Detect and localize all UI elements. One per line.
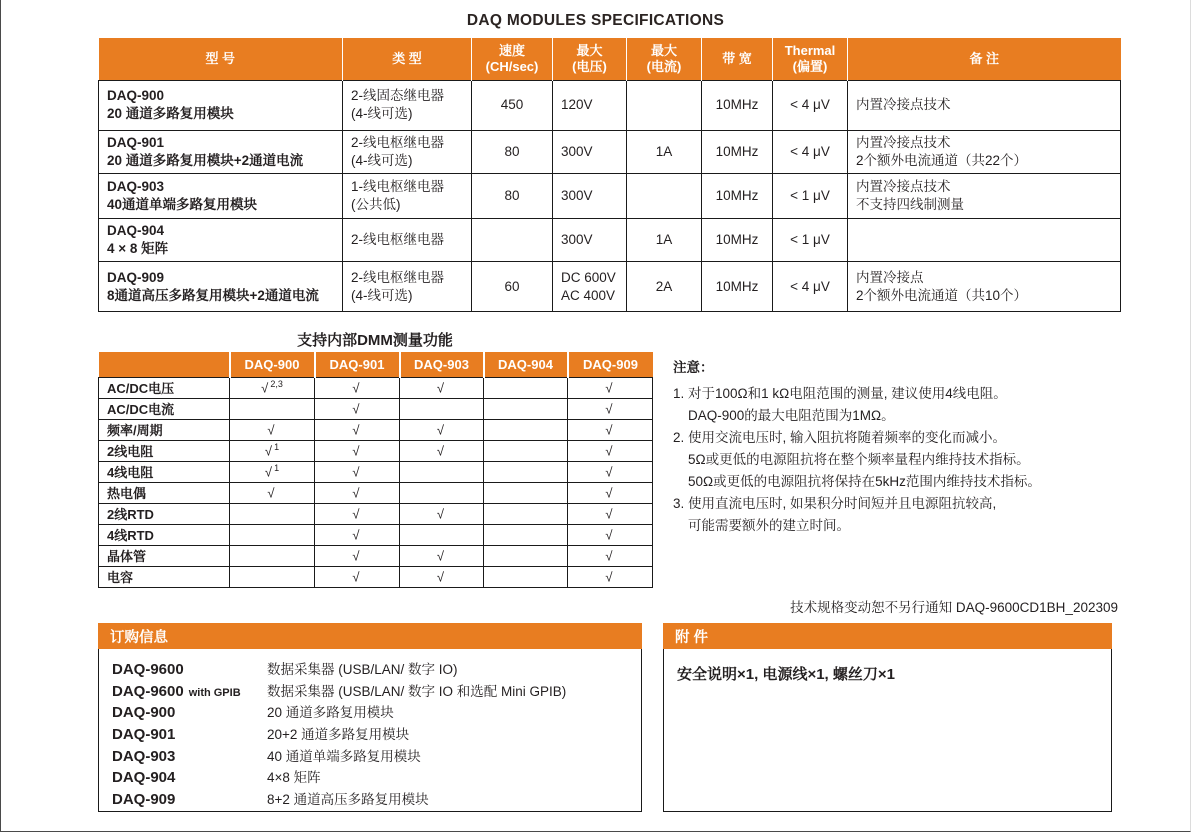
dmm-check-daq903 <box>400 461 484 482</box>
current-cell <box>627 80 702 130</box>
model-description: 40通道单端多路复用模块 <box>107 196 258 212</box>
spec-table-row <box>99 262 1121 312</box>
dmm-check-daq900: √ <box>230 482 315 503</box>
dmm-check-daq903: √ <box>400 503 484 524</box>
dmm-check-daq909: √ <box>568 503 653 524</box>
ordering-item <box>112 658 629 680</box>
ordering-model: DAQ-9600 <box>112 661 184 678</box>
dmm-check-daq901: √ <box>315 545 400 566</box>
thermal-cell: < 4 μV <box>773 130 848 173</box>
dmm-table-row <box>99 482 653 503</box>
dmm-table-row <box>99 377 653 398</box>
dmm-table-row <box>99 461 653 482</box>
remark-cell: 内置冷接点技术 <box>848 80 1121 130</box>
type-cell: 2-线电枢继电器 <box>343 218 472 261</box>
model-description: 20 通道多路复用模块+2通道电流 <box>107 152 304 168</box>
ordering-item <box>112 680 629 702</box>
dmm-check-daq901: √ <box>315 524 400 545</box>
dmm-table-row <box>99 566 653 587</box>
dmm-check-daq900: √ $^1$ <box>230 461 315 482</box>
dmm-col-daq909: DAQ-909 <box>568 352 653 377</box>
col-header-remark: 备 注 <box>848 38 1121 80</box>
spec-table <box>98 38 1121 312</box>
dmm-table <box>98 352 653 588</box>
dmm-check-daq904 <box>484 377 568 398</box>
model-name: DAQ-909 <box>107 269 165 285</box>
dmm-check-daq904 <box>484 419 568 440</box>
dmm-check-daq904 <box>484 461 568 482</box>
current-cell <box>627 173 702 218</box>
model-name: DAQ-901 <box>107 134 165 150</box>
dmm-check-daq900: √ $^{2,3}$ <box>230 377 315 398</box>
dmm-function-label: 晶体管 <box>99 545 230 566</box>
dmm-check-daq909: √ <box>568 482 653 503</box>
type-cell: 2-线固态继电器 (4-线可选) <box>343 80 472 130</box>
ordering-model-suffix: with GPIB <box>188 686 241 699</box>
ordering-description: 20 通道多路复用模块 <box>267 705 394 721</box>
model-description: 8通道高压多路复用模块+2通道电流 <box>107 287 319 303</box>
dmm-check-daq909: √ <box>568 377 653 398</box>
dmm-check-daq909: √ <box>568 461 653 482</box>
speed-cell: 450 <box>472 80 553 130</box>
bandwidth-cell: 10MHz <box>702 173 773 218</box>
accessories-header: 附 件 <box>663 623 1112 649</box>
speed-cell: 80 <box>472 130 553 173</box>
note-line: 5Ω或更低的电源阻抗将在整个频率量程内维持技术指标。 <box>673 452 1030 467</box>
ordering-info-box <box>98 623 642 812</box>
remark-cell: 内置冷接点技术 不支持四线制测量 <box>848 173 1121 218</box>
dmm-table-row <box>99 503 653 524</box>
ordering-item <box>112 788 629 810</box>
bandwidth-cell: 10MHz <box>702 80 773 130</box>
dmm-check-daq904 <box>484 545 568 566</box>
dmm-check-daq903 <box>400 398 484 419</box>
dmm-check-daq900 <box>230 566 315 587</box>
accessories-box <box>663 623 1112 812</box>
dmm-table-row <box>99 524 653 545</box>
ordering-model: DAQ-903 <box>112 747 176 765</box>
remark-cell: 内置冷接点 2个额外电流通道（共10个） <box>848 262 1121 312</box>
ordering-item <box>112 701 629 723</box>
dmm-check-daq900 <box>230 524 315 545</box>
dmm-check-daq901: √ <box>315 398 400 419</box>
current-cell: 1A <box>627 218 702 261</box>
speed-cell: 60 <box>472 262 553 312</box>
ordering-description: 8+2 通道高压多路复用模块 <box>267 792 429 808</box>
dmm-check-daq909: √ <box>568 440 653 461</box>
dmm-check-daq909: √ <box>568 566 653 587</box>
note-line: 3. 使用直流电压时, 如果积分时间短并且电源阻抗较高, <box>673 496 997 511</box>
dmm-check-daq901: √ <box>315 440 400 461</box>
bandwidth-cell: 10MHz <box>702 218 773 261</box>
ordering-item <box>112 766 629 788</box>
col-header-model: 型 号 <box>99 38 343 80</box>
remark-cell: 内置冷接点技术 2个额外电流通道（共22个） <box>848 130 1121 173</box>
dmm-check-daq909: √ <box>568 524 653 545</box>
page-title: DAQ MODULES SPECIFICATIONS <box>466 12 725 29</box>
col-header-speed: 速度 (CH/sec) <box>472 38 553 80</box>
dmm-function-label: AC/DC电压 <box>99 377 230 398</box>
dmm-table-row <box>99 398 653 419</box>
dmm-col-daq904: DAQ-904 <box>484 352 568 377</box>
model-cell <box>99 218 343 261</box>
thermal-cell: < 1 μV <box>773 173 848 218</box>
thermal-cell: < 4 μV <box>773 80 848 130</box>
ordering-model: DAQ-901 <box>112 726 176 744</box>
dmm-check-daq901: √ <box>315 566 400 587</box>
col-header-max-current: 最大 (电流) <box>627 38 702 80</box>
thermal-cell: < 4 μV <box>773 262 848 312</box>
voltage-cell: 300V <box>553 173 627 218</box>
dmm-check-daq904 <box>484 440 568 461</box>
dmm-table-row <box>99 440 653 461</box>
spec-table-row <box>99 130 1121 173</box>
dmm-check-daq901: √ <box>315 419 400 440</box>
model-description: 20 通道多路复用模块 <box>107 106 234 121</box>
current-cell: 2A <box>627 262 702 312</box>
ordering-model: DAQ-909 <box>112 791 176 809</box>
model-name: DAQ-904 <box>107 222 165 238</box>
type-cell: 2-线电枢继电器 (4-线可选) <box>343 262 472 312</box>
dmm-check-daq900: √ <box>230 419 315 440</box>
note-line: 50Ω或更低的电源阻抗将保持在5kHz范围内维持技术指标。 <box>673 474 1041 489</box>
spec-change-disclaimer: 技术规格变动恕不另行通知 DAQ-9600CD1BH_202309 <box>790 600 1118 615</box>
remark-cell <box>848 218 1121 261</box>
dmm-check-daq901: √ <box>315 461 400 482</box>
dmm-check-daq903: √ <box>400 419 484 440</box>
dmm-check-daq903 <box>400 524 484 545</box>
note-line: 可能需要额外的建立时间。 <box>673 518 851 533</box>
ordering-item <box>112 745 629 767</box>
ordering-description: 数据采集器 (USB/LAN/ 数字 IO 和选配 Mini GPIB) <box>267 683 567 699</box>
dmm-function-label: 电容 <box>99 566 230 587</box>
dmm-table-header-row <box>99 352 653 377</box>
type-cell: 1-线电枢继电器 (公共低) <box>343 173 472 218</box>
ordering-item <box>112 723 629 745</box>
dmm-check-daq904 <box>484 524 568 545</box>
dmm-check-daq903 <box>400 482 484 503</box>
dmm-table-row <box>99 545 653 566</box>
dmm-check-daq900 <box>230 398 315 419</box>
dmm-function-label: AC/DC电流 <box>99 398 230 419</box>
model-cell <box>99 80 343 130</box>
speed-cell: 80 <box>472 173 553 218</box>
bandwidth-cell: 10MHz <box>702 262 773 312</box>
spec-table-row <box>99 80 1121 130</box>
note-line: 2. 使用交流电压时, 输入阻抗将随着频率的变化而减小。 <box>673 430 1007 445</box>
dmm-function-label: 热电偶 <box>99 482 230 503</box>
thermal-cell: < 1 μV <box>773 218 848 261</box>
speed-cell <box>472 218 553 261</box>
ordering-info-header: 订购信息 <box>98 623 642 649</box>
current-cell: 1A <box>627 130 702 173</box>
notes-section <box>673 356 1143 537</box>
dmm-function-label: 频率/周期 <box>99 419 230 440</box>
dmm-check-daq903: √ <box>400 566 484 587</box>
dmm-col-daq900: DAQ-900 <box>230 352 315 377</box>
dmm-check-daq904 <box>484 398 568 419</box>
dmm-check-daq901: √ <box>315 503 400 524</box>
dmm-check-daq903: √ <box>400 377 484 398</box>
ordering-model: DAQ-9600 with GPIB <box>112 682 241 700</box>
col-header-max-voltage: 最大 (电压) <box>553 38 627 80</box>
model-description: 4 × 8 矩阵 <box>107 241 169 257</box>
ordering-description: 4×8 矩阵 <box>267 770 321 786</box>
dmm-check-daq900 <box>230 545 315 566</box>
bandwidth-cell: 10MHz <box>702 130 773 173</box>
dmm-col-daq903: DAQ-903 <box>400 352 484 377</box>
spec-table-row <box>99 218 1121 261</box>
dmm-check-daq903: √ <box>400 545 484 566</box>
voltage-cell: 300V <box>553 130 627 173</box>
type-cell: 2-线电枢继电器 (4-线可选) <box>343 130 472 173</box>
ordering-description: 40 通道单端多路复用模块 <box>267 748 421 764</box>
dmm-check-daq904 <box>484 503 568 524</box>
dmm-function-label: 2线电阻 <box>99 440 230 461</box>
model-name: DAQ-900 <box>107 87 165 103</box>
ordering-model: DAQ-904 <box>112 769 176 787</box>
col-header-type: 类 型 <box>343 38 472 80</box>
dmm-function-label: 4线电阻 <box>99 461 230 482</box>
dmm-check-daq900: √ $^1$ <box>230 440 315 461</box>
dmm-table-title: 支持内部DMM测量功能 <box>297 332 453 349</box>
dmm-check-daq909: √ <box>568 419 653 440</box>
dmm-col-blank <box>99 352 230 377</box>
col-header-thermal: Thermal (偏置) <box>773 38 848 80</box>
dmm-check-daq904 <box>484 482 568 503</box>
voltage-cell: 120V <box>553 80 627 130</box>
model-name: DAQ-903 <box>107 178 165 194</box>
dmm-col-daq901: DAQ-901 <box>315 352 400 377</box>
note-line: DAQ-900的最大电阻范围为1MΩ。 <box>673 408 895 423</box>
spec-table-row <box>99 173 1121 218</box>
model-cell <box>99 262 343 312</box>
model-cell <box>99 173 343 218</box>
dmm-check-daq903: √ <box>400 440 484 461</box>
dmm-check-daq909: √ <box>568 545 653 566</box>
dmm-check-daq901: √ <box>315 377 400 398</box>
dmm-check-daq909: √ <box>568 398 653 419</box>
voltage-cell: 300V <box>553 218 627 261</box>
spec-table-header-row <box>99 38 1121 80</box>
dmm-check-daq900 <box>230 503 315 524</box>
notes-title: 注意： <box>673 360 714 375</box>
ordering-description: 数据采集器 (USB/LAN/ 数字 IO) <box>267 662 458 677</box>
dmm-check-daq901: √ <box>315 482 400 503</box>
dmm-table-row <box>99 419 653 440</box>
col-header-bandwidth: 带 宽 <box>702 38 773 80</box>
model-cell <box>99 130 343 173</box>
dmm-check-daq904 <box>484 566 568 587</box>
dmm-function-label: 4线RTD <box>99 524 230 545</box>
dmm-function-label: 2线RTD <box>99 503 230 524</box>
note-line: 1. 对于100Ω和1 kΩ电阻范围的测量, 建议使用4线电阻。 <box>673 386 1007 401</box>
ordering-description: 20+2 通道多路复用模块 <box>267 727 410 743</box>
accessories-list: 安全说明×1, 电源线×1, 螺丝刀×1 <box>677 666 895 683</box>
voltage-cell: DC 600V AC 400V <box>553 262 627 312</box>
ordering-model: DAQ-900 <box>112 704 176 722</box>
